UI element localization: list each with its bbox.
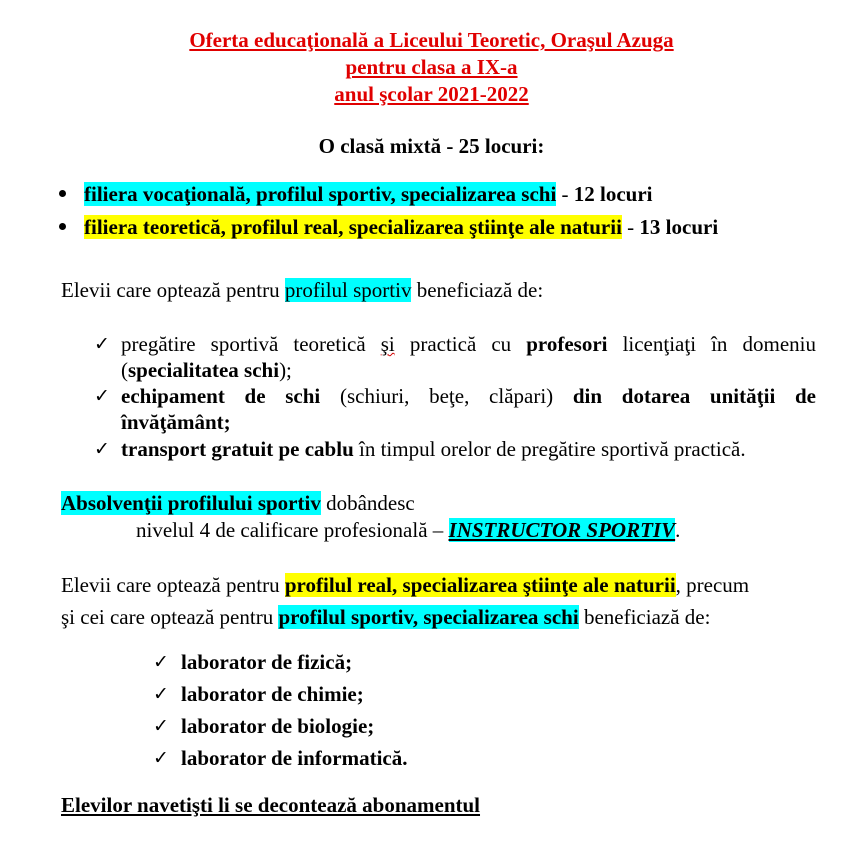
check-mark-icon: ✓ [94, 438, 110, 460]
bullet-dot-icon [59, 223, 66, 230]
both-intro-line2-before: şi cei care optează pentru [61, 605, 279, 629]
check-mark-icon: ✓ [153, 715, 169, 737]
graduates-highlight: Absolvenţii profilului sportiv [61, 491, 321, 515]
title-text-1: Oferta educaţională a Liceului Teoretic, Oraşul Azuga [189, 28, 674, 52]
offer-item-2 [84, 214, 718, 240]
sport-intro-highlight: profilul sportiv [284, 278, 412, 302]
sport-benefit-1-line-2 [121, 357, 292, 383]
sport-intro-before: Elevii care optează pentru [61, 278, 285, 302]
benefit-1-text-c: practică cu [394, 332, 527, 356]
title-text-3: anul şcolar 2021-2022 [334, 82, 529, 106]
offer-seats-1: 12 locuri [573, 182, 653, 206]
sport-benefit-1-line-1 [121, 331, 816, 357]
class-info: O clasă mixtă - 25 locuri: [318, 134, 545, 158]
check-mark-icon: ✓ [153, 651, 169, 673]
both-intro-highlight-1: profilul real, specializarea ştiinţe ale naturii [284, 573, 676, 597]
benefit-1-text-g: specialitatea schi [128, 358, 280, 382]
benefit-3-text-b: în timpul orelor de pregătire sportivă practică. [353, 437, 746, 461]
both-intro-highlight-2: profilul sportiv, specializarea schi [278, 605, 579, 629]
sport-benefit-2-line-1 [121, 383, 816, 409]
title-text-2: pentru clasa a IX-a [345, 55, 518, 79]
both-intro-line-1 [61, 572, 749, 598]
benefit-1-text-b: şi [380, 332, 395, 356]
check-mark-icon: ✓ [94, 333, 110, 355]
qualification-text: INSTRUCTOR SPORTIV [448, 518, 676, 542]
benefit-1-text-h: ); [279, 358, 292, 382]
both-intro-line-2 [61, 604, 710, 630]
benefit-2-text-a: echipament de schi [121, 384, 321, 408]
bullet-dot-icon [59, 190, 66, 197]
graduates-after: dobândesc [320, 491, 415, 515]
benefit-2-text-b: (schiuri, beţe, clăpari) [320, 384, 573, 408]
offer-label-2: filiera teoretică, profilul real, specializarea ştiinţe ale naturii [84, 215, 622, 239]
sport-intro-after: beneficiază de: [411, 278, 544, 302]
check-mark-icon: ✓ [153, 747, 169, 769]
lab-item-1: laborator de fizică; [181, 650, 353, 674]
both-intro-before: Elevii care optează pentru [61, 573, 285, 597]
check-mark-icon: ✓ [94, 385, 110, 407]
lab-item-4: laborator de informatică. [181, 746, 408, 770]
benefit-1-text-a: pregătire sportivă teoretică [121, 332, 381, 356]
graduates-end: . [675, 518, 681, 542]
offer-separator-2: - [621, 215, 640, 239]
sport-benefit-3 [121, 436, 746, 462]
offer-label-1: filiera vocaţională, profilul sportiv, specializarea schi [84, 182, 557, 206]
both-intro-mid: , precum [675, 573, 750, 597]
benefit-3-text-a: transport gratuit pe cablu [121, 437, 354, 461]
footer-note: Elevilor navetişti li se decontează abonamentul [61, 793, 481, 817]
benefit-1-text-f: ( [121, 358, 128, 382]
title-line-1 [0, 27, 863, 53]
both-intro-after: beneficiază de: [578, 605, 711, 629]
check-mark-icon: ✓ [153, 683, 169, 705]
lab-item-2: laborator de chimie; [181, 682, 364, 706]
graduates-line2-before: nivelul 4 de calificare profesională – [136, 518, 449, 542]
offer-item-1 [84, 181, 653, 207]
offer-seats-2: 13 locuri [639, 215, 719, 239]
lab-item-3: laborator de biologie; [181, 714, 375, 738]
graduates-line-1 [61, 490, 415, 516]
offer-separator-1: - [556, 182, 574, 206]
benefit-1-text-e: licenţiaţi în domeniu [607, 332, 816, 356]
title-line-2 [0, 54, 863, 80]
title-line-3 [0, 81, 863, 107]
sport-intro [61, 277, 543, 303]
graduates-line-2 [136, 517, 680, 543]
benefit-2-text-c: din dotarea unităţii de [572, 384, 816, 408]
sport-benefit-2-line-2: învăţământ; [121, 410, 231, 434]
benefit-1-text-d: profesori [526, 332, 608, 356]
